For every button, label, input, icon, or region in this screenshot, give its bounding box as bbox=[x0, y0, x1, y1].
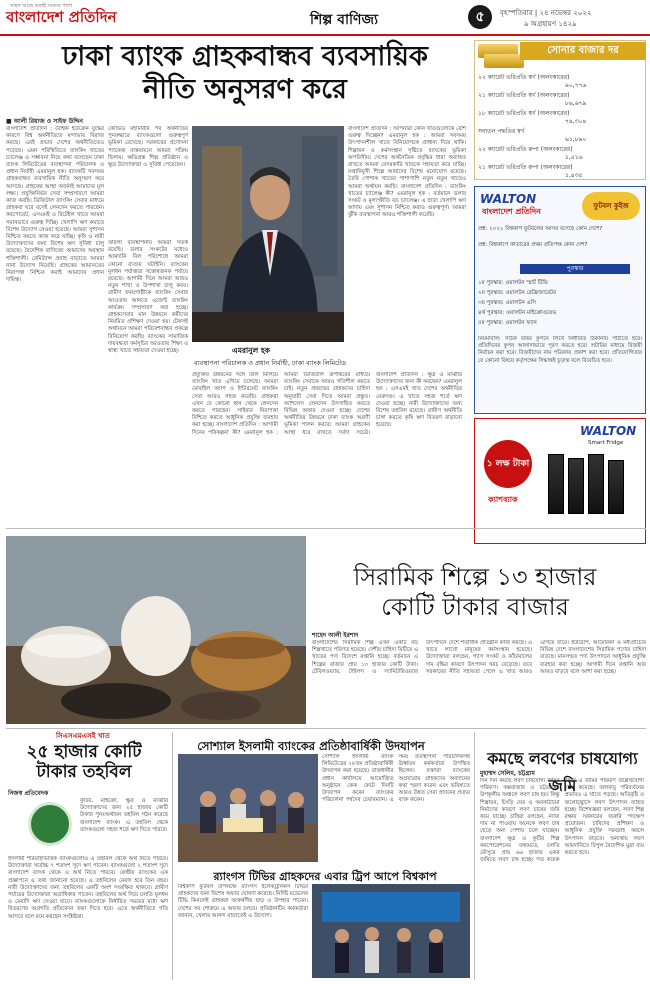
gold-row-label: ২১ ক্যারেট ভরিপ্রতি রুপা (অলংকারের) bbox=[478, 164, 573, 171]
cashback-label: ক্যাশব্যাক bbox=[488, 495, 518, 504]
gold-row-label: ২২ ক্যারেট ভরিপ্রতি স্বর্ণ (অলংকারের) bbox=[478, 74, 570, 81]
gold-row-label: ১৮ ক্যারেট ভরিপ্রতি স্বর্ণ (অলংকারের) bbox=[478, 110, 570, 117]
gold-row-price: ৮৬,৬৭৯ bbox=[565, 100, 587, 107]
walton-logo: WALTON bbox=[480, 192, 537, 206]
prize-item: ৫ম পুরস্কার: ওয়ালটন ফ্যান bbox=[478, 320, 537, 326]
divider bbox=[474, 732, 475, 980]
person-portrait-icon bbox=[192, 126, 344, 342]
gold-row-label: ২১ ক্যারেট ভরিপ্রতি স্বর্ণ (অলংকারের) bbox=[478, 92, 570, 99]
fridge-icon bbox=[588, 454, 604, 514]
photo-name: এমরানুল হক bbox=[232, 346, 271, 355]
gold-bar-icon-2 bbox=[484, 54, 524, 68]
salt-byline: মুহাম্মদ সেলিম, চট্টগ্রাম bbox=[480, 770, 535, 777]
section-title: শিল্প বাণিজ্য bbox=[310, 12, 379, 28]
lead-photo bbox=[192, 126, 344, 342]
divider bbox=[172, 732, 173, 980]
quiz-badge: ফুটবল কুইজ bbox=[582, 192, 640, 220]
cashback-badge: ১ লক্ষ টাকা bbox=[484, 440, 532, 488]
lead-body-col2b: তারল্য ব্যবস্থাপনায় আমরা সতর্ক রয়েছি। ডলার সংকটের মধ্যেও আমদানি বিল পরিশোধে আমরা কোনো ব্যত্যয় ঘটাইনি। ব্যাংকের মূলধন পর্যাপ্ততা সন্তোষজনক পর্যায়ে রয়েছে। আগামী দিনে আমরা আরও নতুন শাখা ও উপশাখা চালু করব। গ্রামীণ জনগোষ্ঠীকে ব্যাংকিং সেবার আওতায় আনতে এজেন্ট ব্যাংকিং কার্যক্রম সম্প্রসারণ করা হচ্ছে। গ্রাহকসেবার মান উন্নয়নে কর্মীদের নিয়মিত প্রশিক্ষণ দেওয়া হয়। টেকসই অর্থায়নে আমরা পরিবেশবান্ধব প্রকল্পে বিনিয়োগ করছি। ব্যাংকের সামাজিক দায়বদ্ধতা কর্মসূচির আওতায় শিক্ষা ও স্বাস্থ্য খাতে সহায়তা দেওয়া হচ্ছে। bbox=[108, 240, 188, 355]
islami-headline-line1: ২৫ হাজার কোটি bbox=[26, 742, 142, 762]
photo-caption: ব্যবস্থাপনা পরিচালক ও প্রধান নির্বাহী, ঢাকা ব্যাংক লিমিটেড bbox=[193, 359, 347, 367]
date-line-1: বৃহস্পতিবার | ২৪ নভেম্বর ২০২২ bbox=[500, 9, 592, 17]
islami-headline-line2: টাকার তহবিল bbox=[36, 762, 132, 782]
walton-logo-2: WALTON bbox=[580, 424, 637, 438]
prize-item: ১ম পুরস্কার: ওয়ালটন স্মার্ট টিভি bbox=[478, 280, 548, 286]
date-line-2: ৯ অগ্রহায়ণ ১৪২৯ bbox=[524, 20, 577, 28]
lead-byline: ■ আলী রিয়াজ ও সাইফ উদ্দিন bbox=[6, 118, 83, 125]
lead-body-col1: বাংলাদেশ প্রতিদিন : বৈশ্বিক ইউক্রেন যুদ্ধের কারণে বিশ্ব অর্থনীতিতে মন্দাভাব বিরাজ করছে। এরই প্রভাব দেশের অর্থনীতিতেও পড়েছে। এমন পরিস্থিতিতে ব্যাংকিং খাতের চ্যালেঞ্জ ও সম্ভাবনা নিয়ে কথা বলেছেন ঢাকা ব্যাংক লিমিটেডের ব্যবস্থাপনা পরিচালক ও প্রধান নির্বাহী এমরানুল হক। ব্যাংকটি সবসময় গ্রাহকবান্ধব ব্যবসায়িক নীতি অনুসরণ করে আসছে। গ্রাহকের আস্থা অর্জনই আমাদের মূল লক্ষ্য। প্রযুক্তিনির্ভর সেবা সম্প্রসারণে আমরা কাজ করছি। ডিজিটাল ব্যাংকিং সেবার মাধ্যমে গ্রাহকরা ঘরে বসেই লেনদেন করতে পারছেন। করপোরেট, এসএমই ও রিটেইল খাতে আমরা সমানভাবে গুরুত্ব দিচ্ছি। খেলাপি ঋণ কমাতে বিশেষ উদ্যোগ নেওয়া হয়েছে। আমরা সুশাসন নিশ্চিত করতে কাজ করে যাচ্ছি। কৃষি ও নারী উদ্যোক্তাদের জন্য বিশেষ ঋণ সুবিধা চালু রয়েছে। বৈদেশিক বাণিজ্যে আমাদের অবস্থান শক্তিশালী। রেমিট্যান্স প্রবাহ বাড়াতে আমরা নানা উদ্যোগ নিয়েছি। গ্রাহকের আমানতের নিরাপত্তা নিশ্চিত করাই আমাদের প্রধান দায়িত্ব। bbox=[6, 126, 104, 284]
fridge-icon bbox=[548, 454, 564, 514]
divider bbox=[6, 728, 646, 729]
prize-item: ২য় পুরস্কার: ওয়ালটন রেফ্রিজারেটর bbox=[478, 290, 557, 296]
islami-body: ইসলামী শরিয়াহভিত্তিক ব্যাংকগুলোও এ তহবিল থেকে অর্থ নিতে পারবে। উদ্যোক্তারা সর্বোচ্চ ৭ শতাংশ সুদে ঋণ পাবেন। ব্যাংকগুলো ২ শতাংশ সুদে বাংলাদেশ ব্যাংক থেকে এ অর্থ নিতে পারবে। কেন্দ্রীয় ব্যাংকের এক প্রজ্ঞাপনে এ তথ্য জানানো হয়েছে। এ তহবিলের মেয়াদ হবে তিন বছর। নারী উদ্যোক্তাদের জন্য তহবিলের একটি অংশ সংরক্ষিত থাকবে। গ্রামীণ পর্যায়ের উদ্যোক্তারা অগ্রাধিকার পাবেন। তহবিলের অর্থ দিয়ে চলতি মূলধন ও মেয়াদি ঋণ দেওয়া যাবে। ব্যাংকগুলোকে নির্ধারিত সময়ের মধ্যে ঋণ বিতরণের অগ্রগতি প্রতিবেদন জমা দিতে হবে। এতে অর্থনীতিতে গতি আসবে বলে মনে করছেন সংশ্লিষ্টরা। bbox=[8, 856, 168, 920]
islami-byline: নিজস্ব প্রতিবেদক bbox=[8, 790, 49, 797]
salt-top bbox=[478, 730, 646, 746]
gold-box-title: সোনার বাজার দর bbox=[520, 42, 646, 60]
bank-seal-icon bbox=[28, 802, 72, 846]
rangs-photo bbox=[312, 884, 470, 978]
ceramic-headline bbox=[320, 562, 630, 622]
social-bank-photo bbox=[178, 754, 318, 862]
social-bank-body: সোশ্যাল ইসলামী ব্যাংক লিমিটেডের ২৮তম প্রতিষ্ঠাবার্ষিকী উদযাপন করা হয়েছে। রাজধানীর প্রধান কার্যালয়ে আয়োজিত অনুষ্ঠানে কেক কেটে দিনটি উদযাপন করেন ব্যাংকের পরিচালনা পর্ষদের চেয়ারম্যান। এ সময় ব্যবস্থাপনা পরিচালকসহ ঊর্ধ্বতন কর্মকর্তারা উপস্থিত ছিলেন। বক্তারা ব্যাংকের অগ্রযাত্রায় গ্রাহকদের অবদানের কথা স্মরণ করেন এবং ভবিষ্যতে আরও উন্নত সেবা প্রদানের প্রত্যয় ব্যক্ত করেন। bbox=[322, 754, 470, 804]
smart-fridge-label: Smart Fridge bbox=[588, 440, 624, 446]
quiz-question-1: প্রশ্ন: ২০২২ বিশ্বকাপ ফুটবলের আসর বসেছে কোন দেশে? bbox=[478, 226, 603, 232]
masthead-logo: বাংলাদেশ প্রতিদিন bbox=[6, 8, 117, 26]
islami-headline bbox=[14, 742, 154, 782]
rangs-headline: র‍্যাংগস টিভির গ্রাহকদের এবার ট্রিপ আপে বিশ্বকাপ bbox=[213, 870, 437, 883]
gold-row-price: ৯০,৭৭৬ bbox=[565, 82, 587, 89]
gold-row-price: ১,৫১৬ bbox=[565, 154, 583, 161]
prize-header: পুরস্কার bbox=[520, 264, 630, 274]
ceramic-headline-line2: কোটি টাকার বাজার bbox=[381, 593, 569, 621]
gold-row-label: সনাতন পদ্ধতির স্বর্ণ bbox=[478, 128, 525, 135]
quiz-rules: নিয়মাবলি: সঠিক উত্তর কুপনে লিখে নির্ধারিত ঠিকানায় পাঠাতে হবে। প্রতিদিনের কুপন আলাদাভাবে পূরণ করতে হবে। লটারির মাধ্যমে বিজয়ী নির্বাচন করা হবে। বিজয়ীদের নাম পত্রিকায় প্রকাশ করা হবে। প্রতিযোগিতার যে কোনো বিষয়ে কর্তৃপক্ষের সিদ্ধান্তই চূড়ান্ত বলে বিবেচিত হবে। bbox=[478, 336, 642, 364]
gold-row-price: ৭৪,৩০৪ bbox=[565, 118, 587, 125]
gold-row-price: ৬১,৮৯০ bbox=[565, 136, 587, 143]
salt-headline: কমছে লবণের চাষযোগ্য জমি bbox=[487, 749, 638, 795]
event-photo-icon bbox=[178, 754, 318, 862]
rangs-body: বিশ্বকাপ ফুটবল উপলক্ষে র‍্যাংগস ইলেকট্রনিকস টিভির গ্রাহকদের জন্য বিশেষ অফার ঘোষণা করেছে। নির্দিষ্ট মডেলের টিভি কিনলেই গ্রাহকরা আকর্ষণীয় ছাড় ও উপহার পাবেন। দেশের সব শোরুমে এ অফার চলবে। প্রতিষ্ঠানটির কর্মকর্তারা জানান, খেলার আনন্দ বাড়াতেই এ উদ্যোগ। bbox=[178, 884, 308, 919]
ceramic-byline: শাহেদ আলী ইরশাদ bbox=[312, 632, 359, 639]
lead-body-col3: বাংলাদেশ প্রতিদিন : আপনারা কোন খাতগুলোকে বেশি গুরুত্ব দিচ্ছেন? এমরানুল হক : আমরা সবসময় উৎপাদনশীল খাতে বিনিয়োগকে প্রাধান্য দিয়ে থাকি। শিল্পায়ন ও কর্মসংস্থান সৃষ্টিতে ব্যাংকের ভূমিকা অপরিসীম। দেশের অর্থনৈতিক প্রবৃদ্ধির ধারা অব্যাহত রাখতে আমরা বেসরকারি খাতকে সহায়তা করে যাচ্ছি। রপ্তানিমুখী শিল্পে আমাদের বিশেষ মনোযোগ রয়েছে। তৈরি পোশাক খাতের পাশাপাশি নতুন নতুন খাতেও আমরা অর্থায়ন করছি। বাংলাদেশ প্রতিদিন : ব্যাংকিং খাতের চ্যালেঞ্জ কী? এমরানুল হক : বর্তমানে ডলার সংকট ও মূল্যস্ফীতি বড় চ্যালেঞ্জ। এ ছাড়া খেলাপি ঋণ আদায় এবং সুশাসন নিশ্চিত করাও গুরুত্বপূর্ণ। আমরা ঝুঁকি ব্যবস্থাপনা আরও শক্তিশালী করেছি। bbox=[348, 126, 466, 219]
ceramic-photo bbox=[6, 536, 306, 724]
lead-headline-line2: নীতি অনুসরণ করে bbox=[143, 74, 347, 105]
award-photo-icon bbox=[312, 884, 470, 978]
social-bank-headline: সোশ্যাল ইসলামী ব্যাংকের প্রতিষ্ঠাবার্ষিকী উদযাপন bbox=[197, 739, 425, 753]
lead-headline bbox=[40, 40, 450, 106]
islami-kicker: সিএসএমএসই খাত bbox=[56, 732, 110, 740]
salt-body: দিন দিন কমছে লবণ চাষযোগ্য জমির পরিমাণ। কক্সবাজার ও চট্টগ্রামের উপকূলীয় অঞ্চলে লবণ চাষ হয়। কিন্তু শিল্পায়ন, চিংড়ি ঘের ও অবকাঠামো নির্মাণের কারণে লবণ চাষের জমি কমে যাচ্ছে। চাষিরা বলছেন, ন্যায্য দাম না পাওয়ায় অনেকে লবণ চাষ ছেড়ে অন্য পেশায় চলে যাচ্ছেন। বাংলাদেশ ক্ষুদ্র ও কুটির শিল্প করপোরেশনের তথ্যমতে, চলতি মৌসুমে প্রায় ৬৬ হাজার একর জমিতে লবণ চাষ হচ্ছে। গত কয়েক বছরে এ জমির পরিমাণ উল্লেখযোগ্য হারে কমেছে। জলবায়ু পরিবর্তনের প্রভাবও এ খাতে পড়ছে। অতিবৃষ্টি ও জলোচ্ছ্বাসে লবণ উৎপাদন ব্যাহত হচ্ছে। বিশেষজ্ঞরা বলছেন, লবণ শিল্প রক্ষায় সরকারের জরুরি পদক্ষেপ প্রয়োজন। চাষিদের প্রশিক্ষণ ও আধুনিক প্রযুক্তি সরবরাহ করলে উৎপাদন বাড়বে। অন্যথায় লবণ আমদানিতে বিপুল বৈদেশিক মুদ্রা ব্যয় করতে হবে। bbox=[480, 778, 644, 864]
lead-body-bottom: প্রযুক্তির উন্নয়নের সঙ্গে তাল মিলিয়ে ব্যাংকিং খাত এগিয়ে চলেছে। আমরা মোবাইল অ্যাপ ও ইন্টারনেট ব্যাংকিং সেবা আরও সহজ করেছি। গ্রাহকরা এখন যে কোনো স্থান থেকে লেনদেন করতে পারছেন। সাইবার নিরাপত্তা নিশ্চিত করতে আধুনিক প্রযুক্তি ব্যবহার করা হচ্ছে। বাংলাদেশ প্রতিদিন : আগামী দিনের পরিকল্পনা কী? এমরানুল হক : আমরা ডিজিটাল রূপান্তরের মাধ্যমে ব্যাংকিং সেবাকে আরও গতিশীল করতে চাই। নতুন প্রজন্মের গ্রাহকদের চাহিদা অনুযায়ী সেবা দিতে আমরা প্রস্তুত। ক্যাশলেস লেনদেন উৎসাহিত করতে বিভিন্ন অফার দেওয়া হচ্ছে। দেশের অর্থনীতির উন্নয়নে ঢাকা ব্যাংক অগ্রণী ভূমিকা পালন করবে। আমরা গ্রাহকের আস্থা ধরে রাখতে সর্বদা সচেষ্ট। বাংলাদেশ প্রতিদিন : ক্ষুদ্র ও মাঝারি উদ্যোক্তাদের জন্য কী করছেন? এমরানুল হক : এসএমই খাত দেশের অর্থনীতির মেরুদণ্ড। এ খাতে সহজ শর্তে ঋণ দেওয়া হচ্ছে। নারী উদ্যোক্তাদের জন্য বিশেষ তহবিল রয়েছে। গ্রামীণ অর্থনীতি চাঙ্গা করতে কৃষি ঋণ বিতরণ বাড়ানো হয়েছে। bbox=[192, 372, 462, 436]
ceramic-body: বাংলাদেশের সিরামিক শিল্প এখন একটি বড় শিল্পখাতে পরিণত হয়েছে। দেশীয় চাহিদা মিটিয়ে এ খাতের পণ্য বিদেশে রপ্তানি হচ্ছে। বর্তমানে এ শিল্পের বাজার প্রায় ১৩ হাজার কোটি টাকা। টেবিলওয়্যার, টাইলস ও স্যানিটারিওয়্যার উৎপাদনে দেশে শতাধিক প্রতিষ্ঠান কাজ করছে। এ খাতে লাখো মানুষের কর্মসংস্থান হয়েছে। উদ্যোক্তারা বলছেন, গ্যাস সংকট ও কাঁচামালের দাম বৃদ্ধির কারণে উৎপাদন খরচ বেড়েছে। তবে সরকারের নীতি সহায়তা পেলে এ খাত আরও এগিয়ে যাবে। ইউরোপ, আমেরিকা ও মধ্যপ্রাচ্যের বিভিন্ন দেশে বাংলাদেশের সিরামিক পণ্যের চাহিদা বাড়ছে। মানসম্মত পণ্য উৎপাদনে আধুনিক প্রযুক্তি ব্যবহার করা হচ্ছে। আগামী দিনে রপ্তানি আয় আরও বাড়বে বলে আশা করা হচ্ছে। bbox=[312, 640, 646, 675]
gold-row-label: ২২ ক্যারেট ভরিপ্রতি রুপা (অলংকারের) bbox=[478, 146, 573, 153]
page-header bbox=[0, 0, 650, 36]
fridge-icon bbox=[568, 458, 584, 514]
logo-tagline: সাহস আছে বলেই সত্যের পাশে bbox=[10, 3, 73, 9]
gold-row-price: ১,৪৩৫ bbox=[565, 172, 583, 179]
ceramic-bowls-icon bbox=[6, 536, 306, 724]
ceramic-headline-line1: সিরামিক শিল্পে ১৩ হাজার bbox=[353, 563, 597, 591]
lead-body-col2: কোভিড মহামারীর পর অর্থনীতির পুনরুদ্ধারে ব্যাংকগুলো গুরুত্বপূর্ণ ভূমিকা রেখেছে। সরকারের প্রণোদনা প্যাকেজ বাস্তবায়নে আমরা সক্রিয় ছিলাম। ক্ষতিগ্রস্ত শিল্প প্রতিষ্ঠান ও ক্ষুদ্র উদ্যোক্তারা এ সুবিধা পেয়েছেন। bbox=[108, 126, 188, 169]
walton-quiz-sub: বাংলাদেশ প্রতিদিন bbox=[482, 207, 541, 216]
prize-item: ৪র্থ পুরস্কার: ওয়ালটন মাইক্রোওয়েভ bbox=[478, 310, 557, 316]
prize-item: ৩য় পুরস্কার: ওয়ালটন এসি bbox=[478, 300, 536, 306]
page-number: ৫ bbox=[468, 5, 492, 29]
divider bbox=[6, 528, 646, 529]
fridge-icon bbox=[608, 460, 624, 514]
lead-headline-line1: ঢাকা ব্যাংক গ্রাহকবান্ধব ব্যবসায়িক bbox=[62, 41, 428, 72]
quiz-question-2: প্রশ্ন: বিশ্বকাপে কাতারের প্রথম প্রতিপক্ষ কোন দেশ? bbox=[478, 242, 588, 248]
islami-body-side: কুটির, মাইক্রো, ক্ষুদ্র ও মাঝারি উদ্যোক্তাদের জন্য ২৫ হাজার কোটি টাকার পুনঃঅর্থায়ন তহবিল গঠন করেছে বাংলাদেশ ব্যাংক। এ তহবিল থেকে ব্যাংকগুলো সহজ শর্তে ঋণ দিতে পারবে। bbox=[80, 798, 168, 833]
